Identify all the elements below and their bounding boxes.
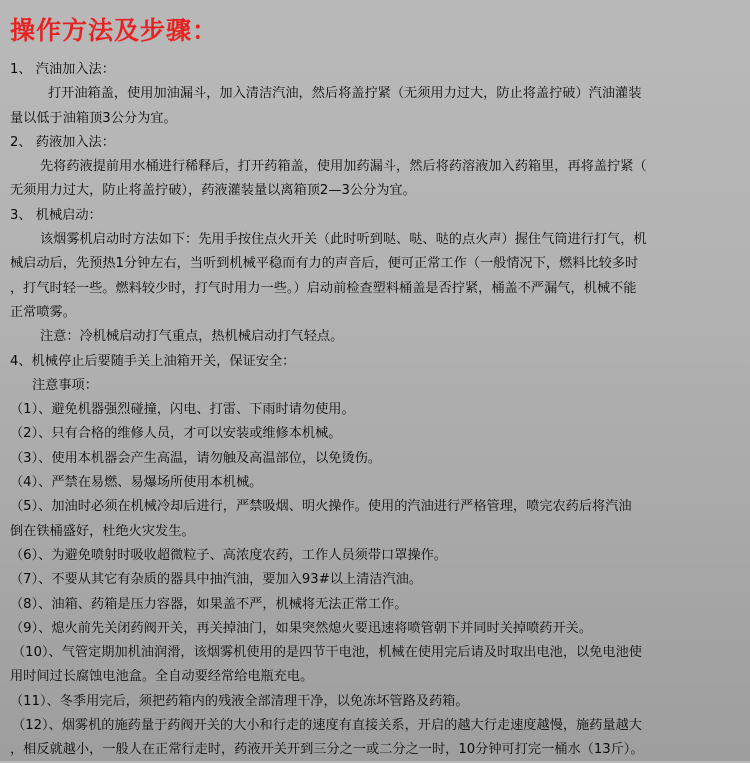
- precaution-item: （8）、油箱、药箱是压力容器，如果盖不严，机械将无法正常工作。: [10, 596, 408, 612]
- section-heading-gasoline: 1、 汽油加入法：: [10, 62, 115, 77]
- precaution-item: （7）、不要从其它有杂质的器具中抽汽油，要加入93#以上清洁汽油。: [10, 572, 423, 588]
- page-title: 操作方法及步骤：: [10, 16, 219, 45]
- section-heading-shutdown: 4、机械停止后要随手关上油箱开关，保证安全：: [10, 353, 296, 369]
- precaution-item: （4）、严禁在易燃、易爆场所使用本机械。: [10, 475, 263, 491]
- paragraph-line: 械启动后，先预热1分钟左右，当听到机械平稳而有力的声音后，便可正常工作（一般情况下，燃料比较多时: [10, 256, 639, 272]
- paragraph-line: 量以低于油箱顶3公分为宜。: [10, 110, 177, 126]
- paragraph-line: 无须用力过大，防止将盖拧破），药液灌装量以离箱顶2—3公分为宜。: [10, 183, 416, 199]
- precaution-item: （12）、烟雾机的施药量于药阀开关的大小和行走的速度有直接关系，开启的越大行走速度越慢，施药量越大: [12, 718, 642, 734]
- precaution-item-continued: 用时间过长腐蚀电池盒。全自动要经常给电瓶充电。: [10, 669, 314, 685]
- precaution-item-continued: 倒在铁桶盛好，杜绝火灾发生。: [10, 523, 195, 539]
- precaution-item: （3）、使用本机器会产生高温，请勿触及高温部位，以免烫伤。: [10, 450, 382, 466]
- paragraph-line: 先将药液提前用水桶进行稀释后，打开药箱盖，使用加药漏斗，然后将药溶液加入药箱里，再将盖拧紧（: [40, 159, 647, 175]
- paragraph-line: 该烟雾机启动时方法如下：先用手按住点火开关（此时听到哒、哒、哒的点火声）握住气筒进行打气，机: [40, 232, 647, 248]
- precaution-item: （2）、只有合格的维修人员，才可以安装或维修本机械。: [10, 426, 342, 442]
- precautions-heading: 注意事项：: [32, 377, 98, 393]
- instructions-body: [10, 58, 740, 763]
- precaution-item: （11）、冬季用完后，须把药箱内的残液全部清理干净，以免冻坏管路及药箱。: [10, 693, 469, 709]
- precaution-item: （1）、避免机器强烈碰撞，闪电、打雷、下雨时请勿使用。: [10, 402, 355, 418]
- precaution-item: （9）、熄火前先关闭药阀开关，再关掉油门，如果突然熄火要迅速将喷管朝下并同时关掉喷药开关。: [10, 620, 593, 636]
- precaution-item: （6）、为避免喷射时吸收超微粒子、高浓度农药，工作人员须带口罩操作。: [10, 547, 447, 563]
- paragraph-line: 打开油箱盖，使用加油漏斗，加入清洁汽油，然后将盖拧紧（无须用力过大，防止将盖拧破）汽油灌装: [48, 86, 642, 102]
- section-heading-startup: 3、 机械启动：: [10, 207, 102, 223]
- section-heading-pesticide: 2、 药液加入法：: [10, 134, 115, 150]
- paragraph-line: 正常喷雾。: [10, 304, 76, 320]
- precaution-item-continued: ，相反就越小，一般人在正常行走时，药液开关开到三分之一或二分之一时，10分钟可打完一桶水（13斤）。: [10, 742, 644, 758]
- paragraph-line: ，打气时轻一些。燃料较少时，打气时用力一些。）启动前检查塑料桶盖是否拧紧，桶盖不严漏气，机械不能: [10, 280, 637, 296]
- precaution-item: （5）、加油时必须在机械冷却后进行，严禁吸烟、明火操作。使用的汽油进行严格管理，喷完农药后将汽油: [10, 499, 632, 515]
- precaution-item: （10）、气管定期加机油润滑，该烟雾机使用的是四节干电池，机械在使用完后请及时取出电池，以免电池使: [12, 645, 642, 661]
- note-line: 注意：冷机械启动打气重点，热机械启动打气轻点。: [40, 329, 344, 345]
